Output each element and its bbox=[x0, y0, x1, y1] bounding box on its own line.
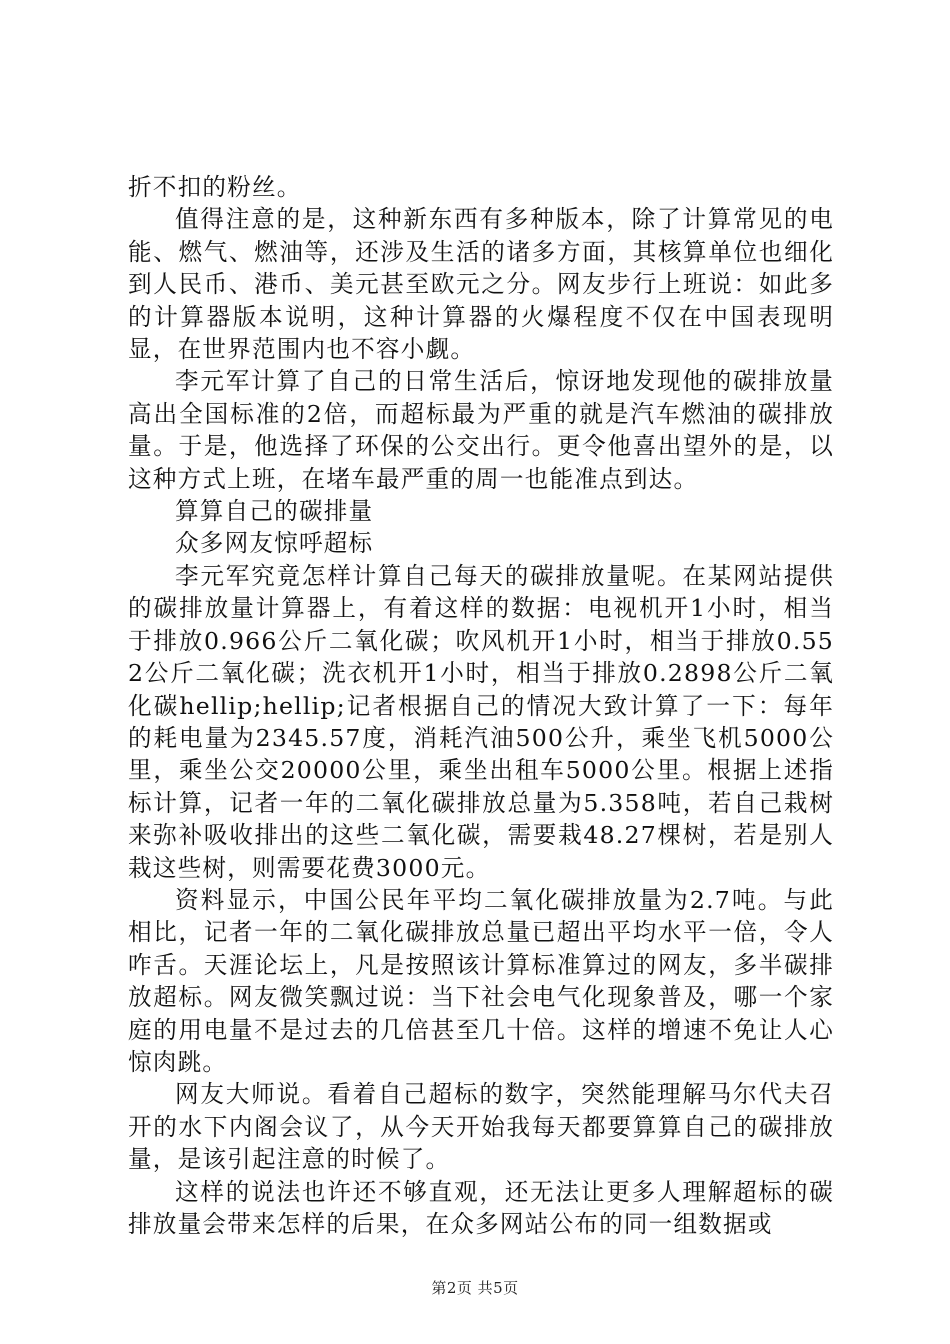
paragraph-4: 李元军究竟怎样计算自己每天的碳排放量呢。在某网站提供的碳排放量计算器上，有着这样的数据：电视机开1小时，相当于排放0.966公斤二氧化碳；吹风机开1小时，相当于排放0.552公斤二氧化碳；洗衣机开1小时，相当于排放0.2898公斤二氧化碳hellip;hellip;记者根据自己的情况大致计算了一下：每年的耗电量为2345.57度，消耗汽油500公升，乘坐飞机5000公里，乘坐公交20000公里，乘坐出租车5000公里。根据上述指标计算，记者一年的二氧化碳排放总量为5.358吨，若自己栽树来弥补吸收排出的这些二氧化碳，需要栽48.27棵树，若是别人栽这些树，则需要花费3000元。 bbox=[128, 561, 834, 882]
paragraph-3: 李元军计算了自己的日常生活后，惊讶地发现他的碳排放量高出全国标准的2倍，而超标最为严重的就是汽车燃油的碳排放量。于是，他选择了环保的公交出行。更令他喜出望外的是，以这种方式上班，在堵车最严重的周一也能准点到达。 bbox=[128, 367, 834, 493]
paragraph-7: 这样的说法也许还不够直观，还无法让更多人理解超标的碳排放量会带来怎样的后果，在众多网站公布的同一组数据或 bbox=[128, 1177, 834, 1238]
section-heading-1: 算算自己的碳排量 bbox=[175, 497, 374, 526]
document-body bbox=[128, 171, 834, 1240]
paragraph-1: 折不扣的粉丝。 bbox=[128, 173, 302, 201]
paragraph-2: 值得注意的是，这种新东西有多种版本，除了计算常见的电能、燃气、燃油等，还涉及生活的诸多方面，其核算单位也细化到人民币、港币、美元甚至欧元之分。网友步行上班说：如此多的计算器版本说明，这种计算器的火爆程度不仅在中国表现明显，在世界范围内也不容小觑。 bbox=[128, 205, 834, 364]
paragraph-6: 网友大师说。看着自己超标的数字，突然能理解马尔代夫召开的水下内阁会议了，从今天开始我每天都要算算自己的碳排放量，是该引起注意的时候了。 bbox=[128, 1080, 834, 1174]
page-footer: 第2页 共5页 bbox=[431, 1279, 519, 1297]
section-heading-2: 众多网友惊呼超标 bbox=[175, 529, 374, 558]
paragraph-5: 资料显示，中国公民年平均二氧化碳排放量为2.7吨。与此相比，记者一年的二氧化碳排放总量已超出平均水平一倍，令人咋舌。天涯论坛上，凡是按照该计算标准算过的网友，多半碳排放超标。网友微笑飘过说：当下社会电气化现象普及，哪一个家庭的用电量不是过去的几倍甚至几十倍。这样的增速不免让人心惊肉跳。 bbox=[128, 885, 834, 1076]
